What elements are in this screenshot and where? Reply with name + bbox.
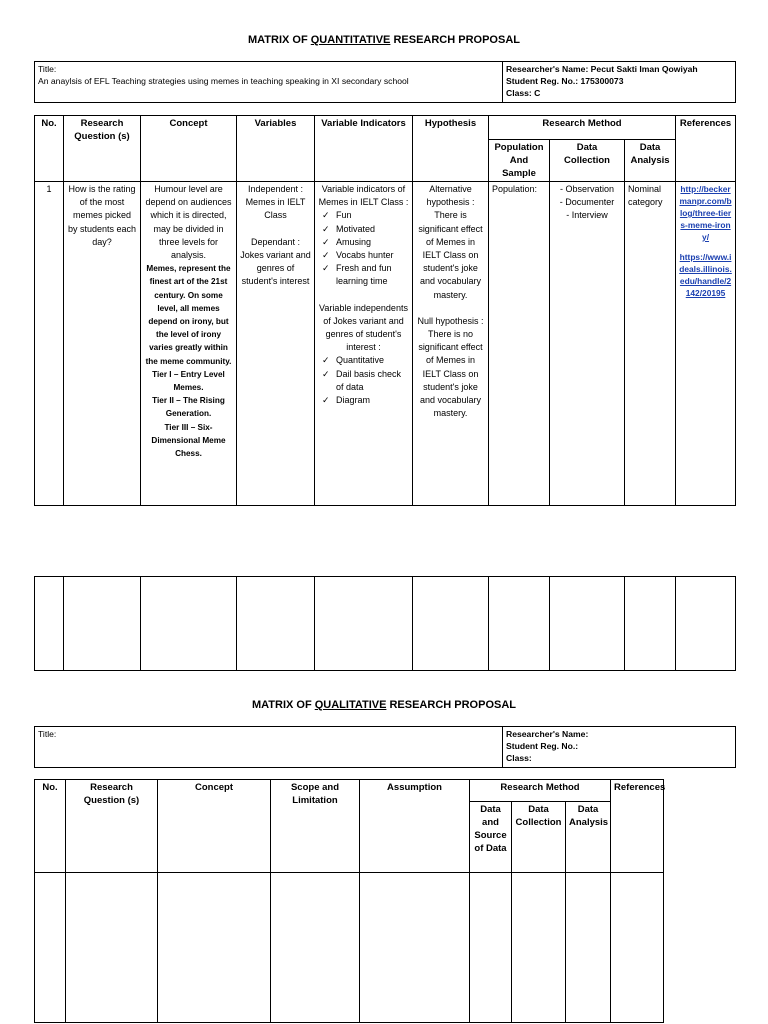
variable-dependent: Dependant : Jokes variant and genres of student's interest — [240, 236, 311, 287]
empty-cell[interactable] — [66, 873, 158, 1023]
empty-cell[interactable] — [413, 577, 489, 671]
col-research-question: Research Question (s) — [66, 780, 158, 873]
heading-suffix: RESEARCH PROPOSAL — [390, 34, 520, 46]
continuation-table — [34, 576, 736, 671]
concept-tier-1: Tier I – Entry Level Memes. — [152, 369, 225, 393]
collection-cell — [550, 182, 625, 506]
title-cell[interactable] — [35, 727, 503, 768]
list-item: - Interview — [566, 210, 608, 221]
class-value: Class: C — [506, 88, 541, 98]
quantitative-heading — [0, 34, 768, 46]
table-row — [35, 577, 736, 671]
list-item: - Observation — [559, 184, 615, 194]
population-cell: Population: — [489, 182, 550, 506]
empty-cell[interactable] — [237, 577, 315, 671]
qualitative-info-table — [34, 726, 736, 768]
empty-cell[interactable] — [158, 873, 271, 1023]
quantitative-matrix-table — [34, 115, 736, 506]
list-item: ✓ Diagram — [318, 394, 409, 407]
empty-cell[interactable] — [611, 873, 664, 1023]
empty-cell[interactable] — [512, 873, 566, 1023]
empty-cell[interactable] — [470, 873, 512, 1023]
col-data-analysis: Data Analysis — [566, 802, 611, 873]
col-research-question: Research Question (s) — [64, 116, 141, 182]
hypothesis-alternative: Alternative hypothesis : There is significant effect of Memes in IELT Class on student's joke and vocabulary mastery. — [418, 184, 483, 300]
empty-cell[interactable] — [315, 577, 413, 671]
empty-cell[interactable] — [489, 577, 550, 671]
title-label: Title: — [38, 64, 57, 74]
col-research-method: Research Method — [489, 116, 676, 140]
col-population-sample: Population And Sample — [489, 140, 550, 182]
concept-plain-text: Humour level are depend on audiences which it is directed, may be divided in three levels for analysis. — [145, 184, 232, 261]
list-item: ✓ Fresh and fun learning time — [318, 262, 409, 288]
col-research-method: Research Method — [470, 780, 611, 802]
researcher-name: Researcher's Name: Pecut Sakti Iman Qowiyah — [506, 64, 698, 74]
class-value: Class: — [506, 753, 532, 763]
table-row — [35, 182, 736, 506]
list-item: - Documenter — [559, 197, 615, 208]
list-item: ✓ Dail basis check of data — [318, 368, 409, 394]
qualitative-heading — [0, 699, 768, 711]
list-item: ✓ Vocabs hunter — [318, 249, 409, 262]
col-assumption: Assumption — [360, 780, 470, 873]
list-item: ✓ Amusing — [318, 236, 409, 249]
table-row — [35, 873, 664, 1023]
list-item: ✓ Motivated — [318, 223, 409, 236]
heading-prefix: MATRIX OF — [251, 699, 315, 711]
qualitative-matrix-table — [34, 779, 664, 1023]
indicators-intro-2: Variable independents of Jokes variant and genres of student's interest : — [319, 302, 408, 353]
researcher-cell — [503, 62, 736, 103]
col-data-collection: Data Collection — [550, 140, 625, 182]
references-cell — [676, 182, 736, 506]
col-variable-indicators: Variable Indicators — [315, 116, 413, 182]
heading-underlined: QUALITATIVE — [314, 699, 387, 711]
variable-independent: Independent : Memes in IELT Class — [245, 184, 306, 221]
empty-cell[interactable] — [64, 577, 141, 671]
col-scope-limitation: Scope and Limitation — [271, 780, 360, 873]
quantitative-info-table — [34, 61, 736, 103]
list-item: ✓ Quantitative — [318, 354, 409, 367]
indicators-list-1 — [318, 209, 409, 288]
empty-cell[interactable] — [625, 577, 676, 671]
title-label: Title: — [38, 729, 57, 739]
concept-memes-text: Memes, represent the finest art of the 21st century. On some level, all memes depend on irony, but the level of irony varies greatly within the meme community. — [145, 264, 232, 366]
col-references: References — [676, 116, 736, 182]
empty-cell[interactable] — [35, 577, 64, 671]
empty-cell[interactable] — [35, 873, 66, 1023]
row-number: 1 — [35, 182, 64, 506]
hypothesis-cell — [413, 182, 489, 506]
student-reg-no: Student Reg. No.: — [506, 741, 579, 751]
empty-cell[interactable] — [141, 577, 237, 671]
reference-link-1[interactable]: http://beckermanpr.com/blog/three-tiers-meme-irony/ — [679, 184, 732, 242]
col-concept: Concept — [141, 116, 237, 182]
hypothesis-null: Null hypothesis : There is no significant effect of Memes in IELT Class on student's joke and vocabulary mastery. — [417, 315, 484, 419]
empty-cell[interactable] — [566, 873, 611, 1023]
indicators-list-2 — [318, 354, 409, 407]
list-item: ✓ Fun — [318, 209, 409, 222]
concept-cell — [141, 182, 237, 506]
empty-cell[interactable] — [550, 577, 625, 671]
col-data-source: Data and Source of Data — [470, 802, 512, 873]
col-no: No. — [35, 116, 64, 182]
col-no: No. — [35, 780, 66, 873]
col-data-collection: Data Collection — [512, 802, 566, 873]
title-value: An anaylsis of EFL Teaching strategies using memes in teaching speaking in XI secondary school — [38, 76, 409, 86]
researcher-cell[interactable] — [503, 727, 736, 768]
reference-link-2[interactable]: https://www.ideals.illinois.edu/handle/2142/20195 — [679, 252, 732, 298]
concept-tier-3: Tier III – Six-Dimensional Meme Chess. — [151, 422, 226, 459]
research-question-text: How is the rating of the most memes picked by students each day? — [64, 182, 141, 506]
heading-prefix: MATRIX OF — [248, 34, 311, 46]
indicators-intro: Variable indicators of Memes in IELT Class : — [318, 184, 409, 208]
empty-cell[interactable] — [676, 577, 736, 671]
title-cell — [35, 62, 503, 103]
col-references: References — [611, 780, 664, 873]
empty-cell[interactable] — [271, 873, 360, 1023]
heading-underlined: QUANTITATIVE — [310, 34, 391, 46]
col-variables: Variables — [237, 116, 315, 182]
researcher-name: Researcher's Name: — [506, 729, 589, 739]
col-data-analysis: Data Analysis — [625, 140, 676, 182]
heading-suffix: RESEARCH PROPOSAL — [386, 699, 516, 711]
empty-cell[interactable] — [360, 873, 470, 1023]
student-reg-no: Student Reg. No.: 175300073 — [506, 76, 624, 86]
indicators-cell — [315, 182, 413, 506]
variables-cell — [237, 182, 315, 506]
analysis-cell: Nominal category — [625, 182, 676, 506]
col-concept: Concept — [158, 780, 271, 873]
col-hypothesis: Hypothesis — [413, 116, 489, 182]
concept-tier-2: Tier II – The Rising Generation. — [152, 396, 225, 419]
